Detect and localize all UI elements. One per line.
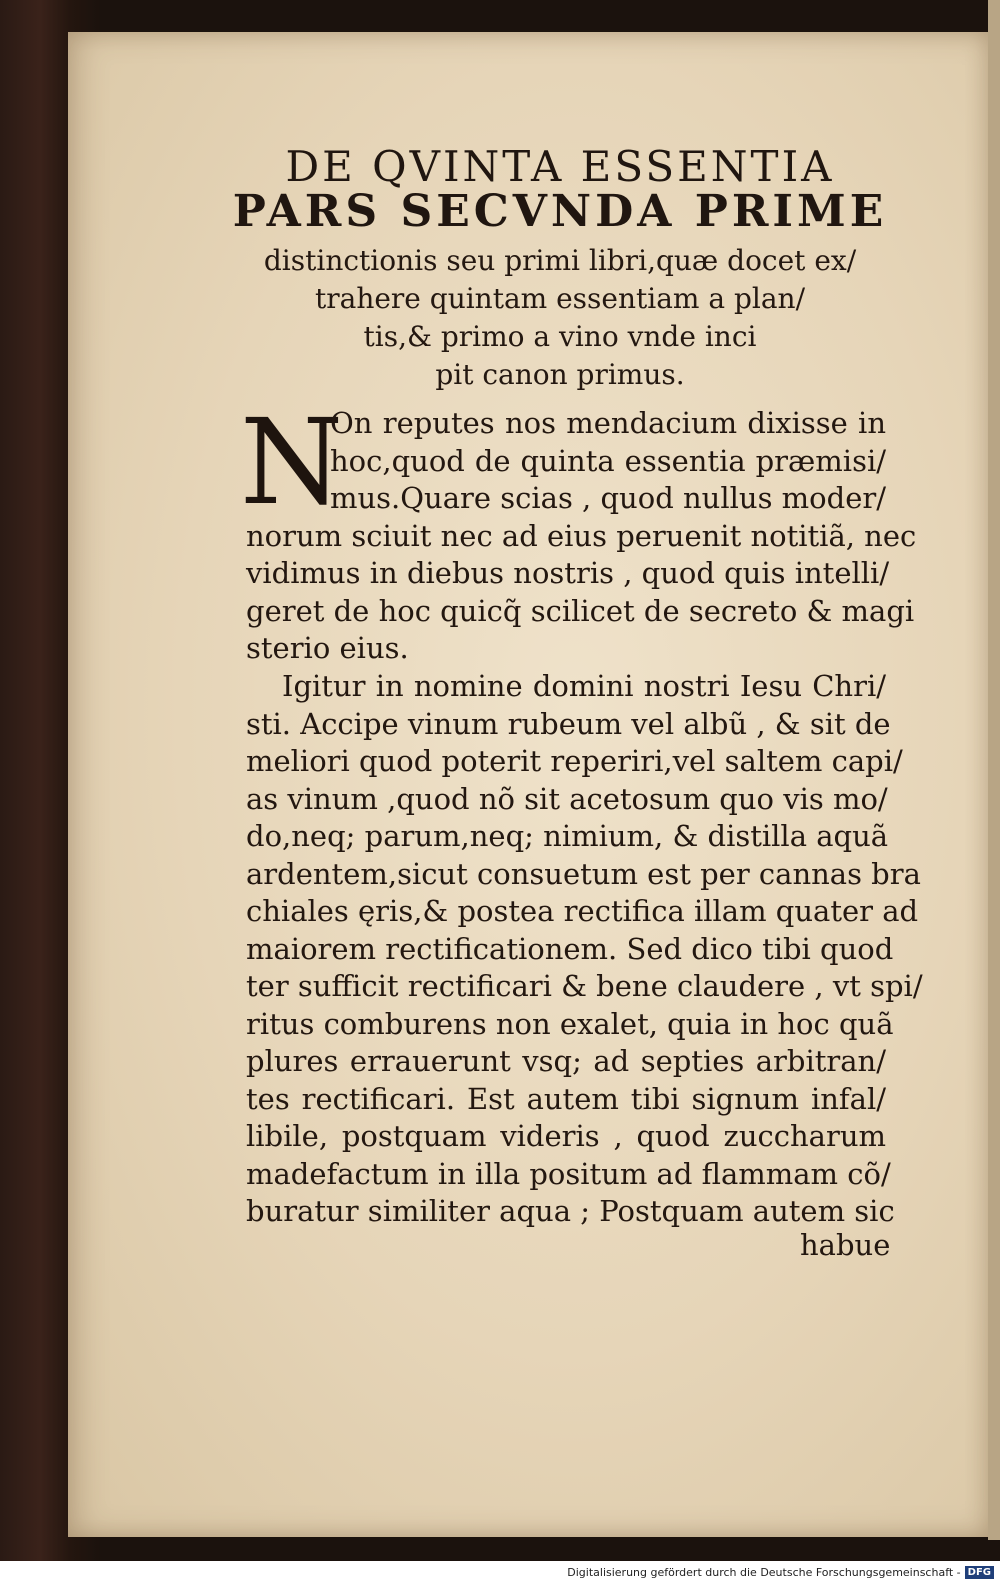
subtitle-line: distinctionis seu primi libri,quæ docet ex/ [263, 244, 857, 277]
text-line: mus.Quare scias , quod nullus moder/ [330, 481, 886, 515]
text-line: buratur similiter aqua ; Postquam autem sic [246, 1194, 895, 1228]
text-line: meliori quod poterit reperiri,vel saltem capi/ [246, 744, 903, 778]
text-line: On reputes nos mendacium dixisse in [330, 406, 886, 440]
drop-cap: N [240, 393, 344, 531]
text-line: as vinum ,quod nõ sit acetosum quo vis mo/ [246, 781, 888, 816]
text-line: madefactum in illa positum ad flammam cõ/ [246, 1156, 891, 1191]
text-line: sterio eius. [246, 631, 409, 665]
text-line: libile, postquam videris , quod zuccharum [246, 1119, 886, 1153]
title-line-2: PARS SECVNDA PRIME [232, 186, 888, 237]
text-line: geret de hoc quicq̃ scilicet de secreto & magi [246, 593, 915, 628]
text-line: ritus comburens non exalet, quia in hoc quã [246, 1006, 894, 1041]
paragraph-2 [246, 668, 923, 1231]
dfg-logo: DFG [965, 1566, 994, 1579]
text-line: vidimus in diebus nostris , quod quis intelli/ [246, 556, 890, 590]
catchword: habue [800, 1228, 891, 1262]
subtitle-block [230, 242, 890, 394]
paragraph-1 [246, 405, 917, 668]
text-line: sti. Accipe vinum rubeum vel albũ , & sit de [246, 706, 891, 741]
text-line: tes rectificari. Est autem tibi signum infal/ [246, 1081, 886, 1116]
footer-bar [0, 1561, 1000, 1583]
text-line: chiales ęris,& postea rectifica illam quater ad [246, 894, 919, 928]
subtitle-line: pit canon primus. [435, 358, 685, 391]
subtitle-line: trahere quintam essentiam a plan/ [314, 282, 806, 315]
page-edge [988, 0, 1000, 1540]
text-line: ardentem,sicut consuetum est per cannas bra [246, 856, 921, 891]
text-line: Igitur in nomine domini nostri Iesu Chri/ [282, 669, 886, 703]
text-line: maiorem rectificationem. Sed dico tibi quod [246, 931, 894, 966]
text-line: plures errauerunt vsq; ad septies arbitran/ [246, 1044, 886, 1078]
text-line: norum sciuit nec ad eius peruenit notitiã, nec [246, 518, 917, 553]
text-line: ter sufficit rectificari & bene claudere , vt spi/ [246, 969, 923, 1003]
title-line-1: DE QVINTA ESSENTIA [285, 142, 835, 191]
text-line: do,neq; parum,neq; nimium, & distilla aquã [246, 819, 889, 853]
footer-text: Digitalisierung gefördert durch die Deutsche Forschungsgemeinschaft - [567, 1565, 961, 1579]
subtitle-line: tis,& primo a vino vnde inci [363, 320, 757, 353]
text-line: hoc,quod de quinta essentia præmisi/ [330, 443, 886, 478]
